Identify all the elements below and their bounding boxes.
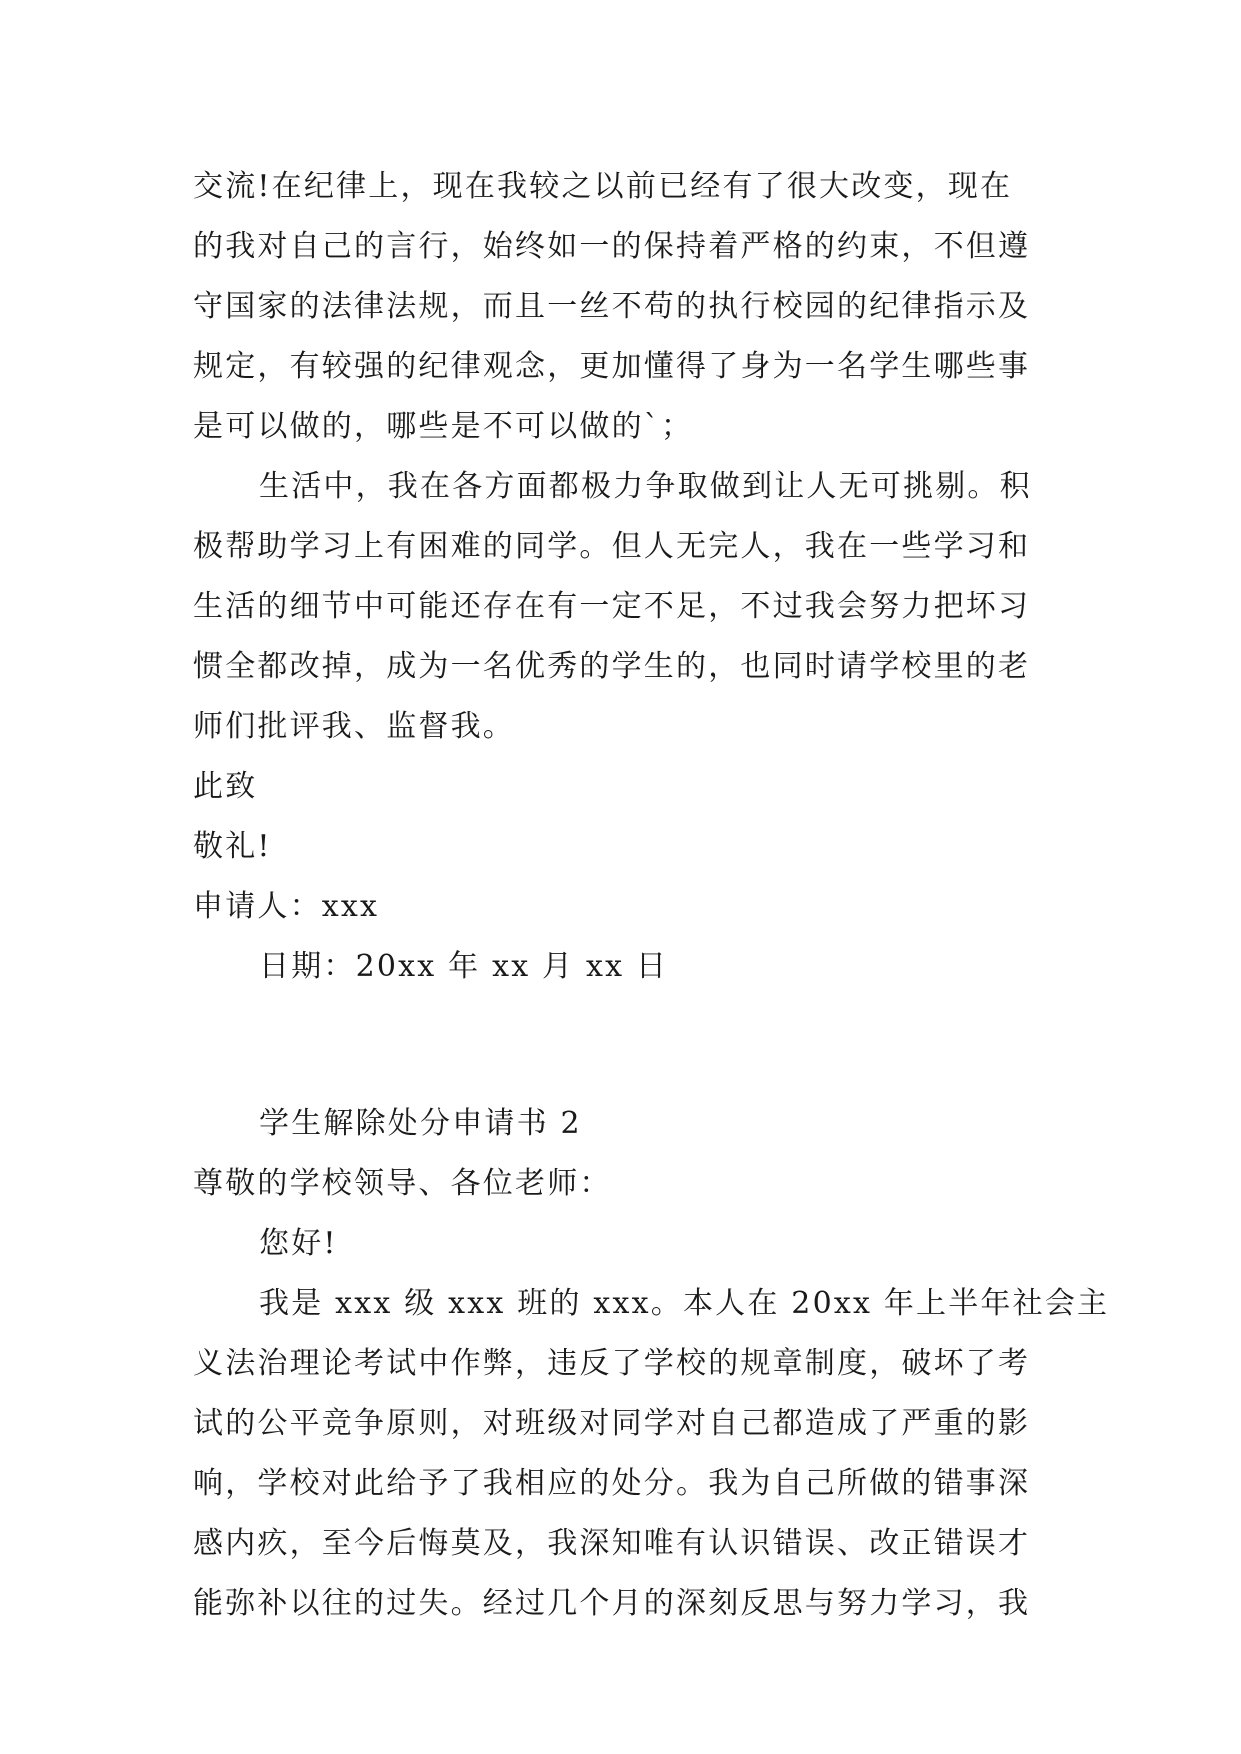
paragraph-line: 能弥补以往的过失。经过几个月的深刻反思与努力学习，我 — [193, 1586, 1031, 1621]
document-body-part1 — [193, 157, 1055, 997]
paragraph-line: 感内疚，至今后悔莫及，我深知唯有认识错误、改正错误才 — [193, 1526, 1031, 1561]
document-body-part2 — [193, 1094, 1110, 1634]
paragraph-line: 交流!在纪律上，现在我较之以前已经有了很大改变，现在 — [193, 169, 1013, 204]
paragraph-line: 义法治理论考试中作弊，违反了学校的规章制度，破坏了考 — [193, 1346, 1031, 1381]
paragraph-line: 惯全都改掉，成为一名优秀的学生的，也同时请学校里的老 — [193, 649, 1031, 684]
greeting-recipient: 尊敬的学校领导、各位老师： — [193, 1166, 612, 1201]
paragraph-line: 守国家的法律法规，而且一丝不苟的执行校园的纪律指示及 — [193, 289, 1031, 324]
closing-regards: 敬礼! — [193, 829, 272, 864]
paragraph-line: 师们批评我、监督我。 — [193, 709, 515, 744]
date-line: 日期：20xx 年 xx 月 xx 日 — [259, 949, 669, 984]
paragraph-line: 是可以做的，哪些是不可以做的`； — [193, 409, 694, 444]
paragraph-line: 生活的细节中可能还存在有一定不足，不过我会努力把坏习 — [193, 589, 1031, 624]
paragraph-line: 规定，有较强的纪律观念，更加懂得了身为一名学生哪些事 — [193, 349, 1031, 384]
paragraph-line: 试的公平竞争原则，对班级对同学对自己都造成了严重的影 — [193, 1406, 1031, 1441]
closing-salutation: 此致 — [193, 769, 258, 804]
paragraph-line: 极帮助学习上有困难的同学。但人无完人，我在一些学习和 — [193, 529, 1031, 564]
applicant-signature: 申请人：xxx — [193, 889, 380, 924]
greeting: 您好! — [259, 1226, 338, 1261]
paragraph-line: 生活中，我在各方面都极力争取做到让人无可挑剔。积 — [259, 469, 1032, 504]
paragraph-line: 响，学校对此给予了我相应的处分。我为自己所做的错事深 — [193, 1466, 1031, 1501]
paragraph-line: 我是 xxx 级 xxx 班的 xxx。本人在 20xx 年上半年社会主 — [259, 1286, 1110, 1321]
paragraph-line: 的我对自己的言行，始终如一的保持着严格的约束，不但遵 — [193, 229, 1031, 264]
section-title: 学生解除处分申请书 2 — [259, 1106, 582, 1141]
